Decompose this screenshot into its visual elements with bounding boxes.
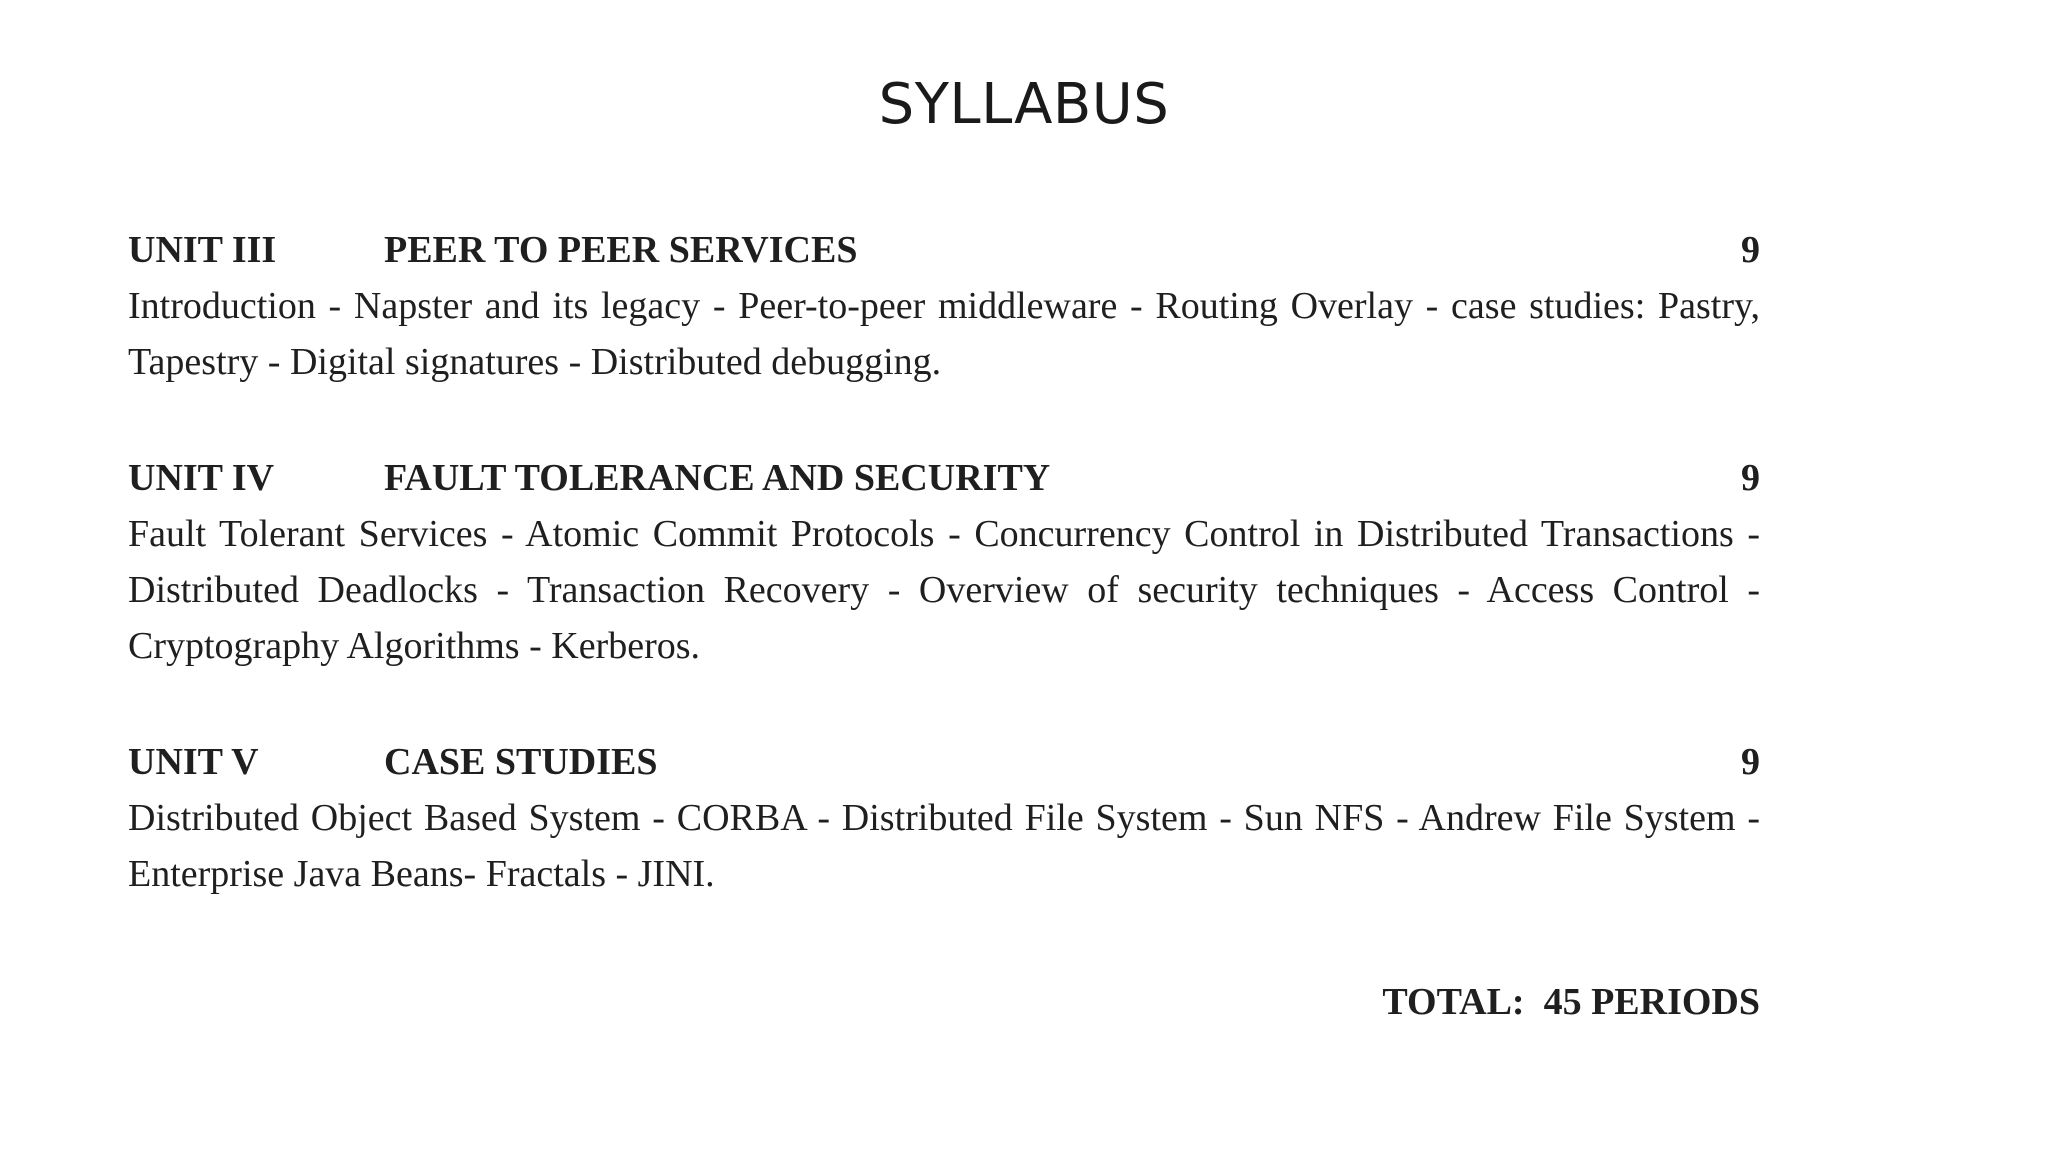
unit-body: Introduction - Napster and its legacy - Peer-to-peer middleware - Routing Overlay - case studies: Pastry, Tapestry - Digital signatures - Distributed debugging. — [128, 285, 1760, 383]
unit-header — [128, 222, 1760, 278]
unit-number: UNIT V — [128, 741, 259, 783]
unit-4 — [128, 450, 1760, 674]
unit-body: Distributed Object Based System - CORBA - Distributed File System - Sun NFS - Andrew File System - Enterprise Java Beans- Fractals - JINI. — [128, 797, 1760, 895]
unit-title: CASE STUDIES — [384, 741, 658, 783]
unit-number: UNIT III — [128, 229, 277, 271]
unit-number: UNIT IV — [128, 457, 275, 499]
unit-title: FAULT TOLERANCE AND SECURITY — [384, 457, 1051, 499]
unit-body: Fault Tolerant Services - Atomic Commit Protocols - Concurrency Control in Distributed Transactions - Distributed Deadlocks - Transaction Recovery - Overview of security techniques - Access Control - Cryptography Algorithms - Kerberos. — [128, 513, 1760, 667]
syllabus-units — [128, 222, 1760, 962]
unit-5 — [128, 734, 1760, 902]
unit-title: PEER TO PEER SERVICES — [384, 229, 858, 271]
slide-title: SYLLABUS — [878, 72, 1170, 137]
unit-hours: 9 — [1741, 457, 1760, 499]
unit-3 — [128, 222, 1760, 390]
unit-header — [128, 450, 1760, 506]
unit-header — [128, 734, 1760, 790]
total-periods: TOTAL: 45 PERIODS — [1382, 981, 1760, 1023]
unit-hours: 9 — [1741, 741, 1760, 783]
unit-hours: 9 — [1741, 229, 1760, 271]
